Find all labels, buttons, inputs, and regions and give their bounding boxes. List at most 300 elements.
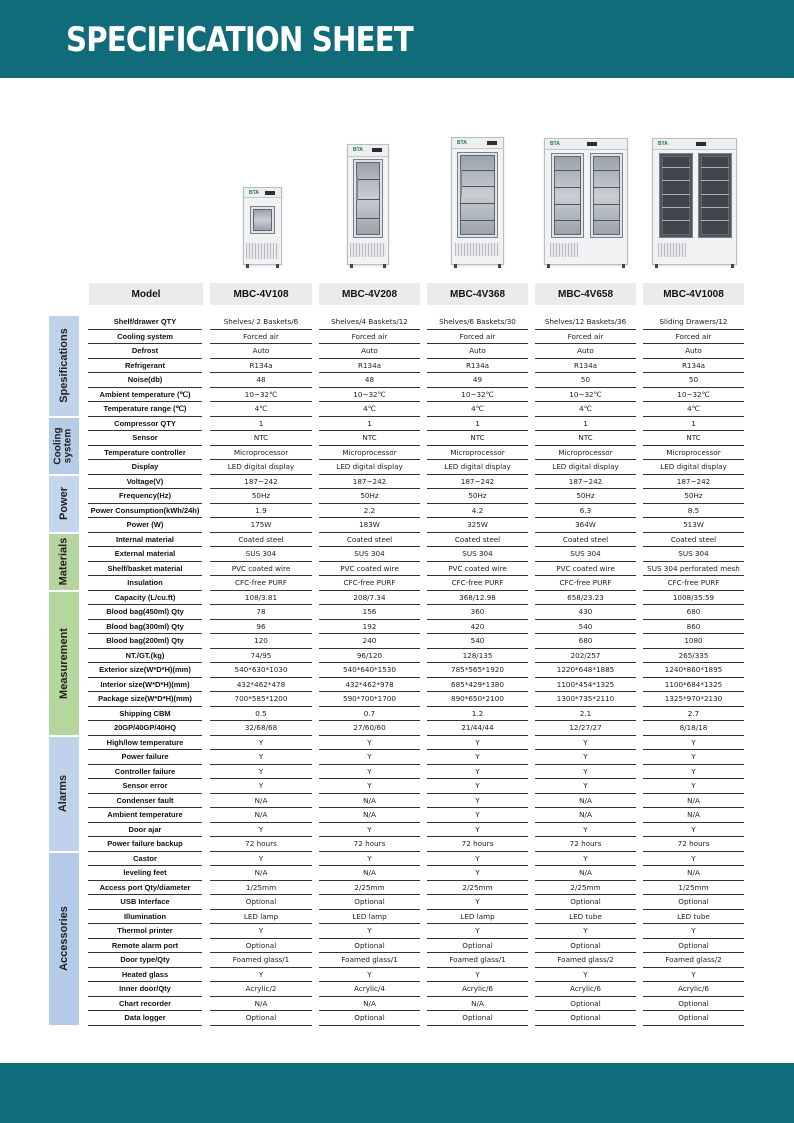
cell-value: Microprocessor — [535, 446, 636, 461]
cell-value: Y — [427, 866, 528, 881]
table-row — [88, 808, 744, 823]
cell-value: Optional — [427, 939, 528, 954]
row-label: leveling feet — [88, 866, 202, 881]
cell-value: Y — [427, 750, 528, 765]
cell-value: Foamed glass/1 — [210, 953, 312, 968]
cell-value: Y — [427, 968, 528, 983]
cell-value: Y — [535, 823, 636, 838]
row-label: External material — [88, 547, 202, 562]
cell-value: Y — [210, 852, 312, 867]
section-label-text: Power — [57, 486, 70, 521]
table-row — [88, 518, 744, 533]
cell-value: 680 — [643, 605, 744, 620]
row-label: Shelf/basket material — [88, 562, 202, 577]
table-row — [88, 692, 744, 707]
table-row — [88, 678, 744, 693]
cell-value: Optional — [319, 939, 420, 954]
cell-value: 6.3 — [535, 504, 636, 519]
cell-value: Y — [210, 823, 312, 838]
cell-value: 658/23.23 — [535, 591, 636, 606]
cell-value: 1.9 — [210, 504, 312, 519]
row-label: Sensor — [88, 431, 202, 446]
cell-value: Auto — [427, 344, 528, 359]
cell-value: 50 — [643, 373, 744, 388]
cell-value: Acrylic/4 — [319, 982, 420, 997]
cell-value: Acrylic/6 — [643, 982, 744, 997]
cell-value: Acrylic/6 — [535, 982, 636, 997]
cell-value: Foamed glass/1 — [319, 953, 420, 968]
cell-value: Auto — [643, 344, 744, 359]
cell-value: N/A — [319, 866, 420, 881]
table-row — [88, 982, 744, 997]
table-row — [88, 460, 744, 475]
cell-value: Optional — [535, 1011, 636, 1026]
row-label: Interior size(W*D*H)(mm) — [88, 678, 202, 693]
cell-value: 2.7 — [643, 707, 744, 722]
section-label-text: Measurement — [57, 627, 70, 699]
cell-value: CFC-free PURF — [319, 576, 420, 591]
cell-value: Y — [319, 852, 420, 867]
cell-value: Y — [643, 736, 744, 751]
row-label: Voltage(V) — [88, 475, 202, 490]
cell-value: N/A — [535, 866, 636, 881]
cell-value: Y — [319, 779, 420, 794]
row-label: Blood bag(200ml) Qty — [88, 634, 202, 649]
cell-value: Y — [319, 750, 420, 765]
product-image-mbc-4v368: BTA — [451, 137, 504, 265]
cell-value: Optional — [210, 939, 312, 954]
table-row — [88, 924, 744, 939]
table-row — [88, 344, 744, 359]
cell-value: NTC — [210, 431, 312, 446]
cell-value: LED tube — [643, 910, 744, 925]
cell-value: N/A — [319, 997, 420, 1012]
row-label: Blood bag(300ml) Qty — [88, 620, 202, 635]
cell-value: 240 — [319, 634, 420, 649]
model-header-mbc-4v368: MBC-4V368 — [427, 283, 528, 305]
cell-value: 96/120 — [319, 649, 420, 664]
cell-value: Y — [319, 968, 420, 983]
cell-value: 364W — [535, 518, 636, 533]
table-row — [88, 837, 744, 852]
cell-value: Y — [643, 852, 744, 867]
cell-value: SUS 304 — [643, 547, 744, 562]
cell-value: 360 — [427, 605, 528, 620]
cell-value: Optional — [535, 939, 636, 954]
cell-value: 1.2 — [427, 707, 528, 722]
cell-value: 890*650*2100 — [427, 692, 528, 707]
cell-value: Y — [427, 794, 528, 809]
cell-value: 1/25mm — [210, 881, 312, 896]
row-label: Cooling system — [88, 330, 202, 345]
cell-value: 187~242 — [319, 475, 420, 490]
cell-value: 8/18/18 — [643, 721, 744, 736]
cell-value: SUS 304 perforated mesh — [643, 562, 744, 577]
section-label — [49, 315, 79, 417]
cell-value: Y — [427, 924, 528, 939]
cell-value: 4℃ — [210, 402, 312, 417]
cell-value: 4℃ — [643, 402, 744, 417]
cell-value: Y — [427, 808, 528, 823]
cell-value: 432*462*978 — [319, 678, 420, 693]
page-title: SPECIFICATION SHEET — [66, 20, 413, 60]
row-label: Data logger — [88, 1011, 202, 1026]
cell-value: Shelves/4 Baskets/12 — [319, 315, 420, 330]
row-label: Package size(W*D*H)(mm) — [88, 692, 202, 707]
section-label — [49, 736, 79, 852]
cell-value: CFC-free PURF — [210, 576, 312, 591]
cell-value: 21/44/44 — [427, 721, 528, 736]
row-label: Ambient temperature — [88, 808, 202, 823]
cell-value: 48 — [210, 373, 312, 388]
cell-value: Y — [643, 750, 744, 765]
cell-value: Y — [210, 924, 312, 939]
cell-value: PVC coated wire — [210, 562, 312, 577]
cell-value: 1 — [643, 417, 744, 432]
cell-value: Foamed glass/2 — [643, 953, 744, 968]
cell-value: Optional — [319, 895, 420, 910]
cell-value: Y — [210, 765, 312, 780]
section-label-text: Cooling system — [53, 426, 74, 465]
row-label: Ambient temperature (℃) — [88, 388, 202, 403]
cell-value: NTC — [535, 431, 636, 446]
cell-value: Y — [535, 779, 636, 794]
cell-value: 1300*735*2110 — [535, 692, 636, 707]
cell-value: Coated steel — [643, 533, 744, 548]
row-label: Inner door/Qty — [88, 982, 202, 997]
row-label: Capacity (L/cu.ft) — [88, 591, 202, 606]
cell-value: SUS 304 — [210, 547, 312, 562]
table-row — [88, 750, 744, 765]
cell-value: Acrylic/2 — [210, 982, 312, 997]
table-row — [88, 707, 744, 722]
table-row — [88, 417, 744, 432]
cell-value: NTC — [643, 431, 744, 446]
cell-value: 192 — [319, 620, 420, 635]
cell-value: Y — [319, 823, 420, 838]
cell-value: Y — [535, 750, 636, 765]
section-label — [49, 533, 79, 591]
cell-value: CFC-free PURF — [643, 576, 744, 591]
cell-value: Forced air — [210, 330, 312, 345]
row-label: Power Consumption(kWh/24h) — [88, 504, 202, 519]
cell-value: 202/257 — [535, 649, 636, 664]
cell-value: LED digital display — [319, 460, 420, 475]
table-row — [88, 997, 744, 1012]
cell-value: Acrylic/6 — [427, 982, 528, 997]
cell-value: 48 — [319, 373, 420, 388]
cell-value: 50Hz — [643, 489, 744, 504]
cell-value: 513W — [643, 518, 744, 533]
row-label: Door ajar — [88, 823, 202, 838]
cell-value: 0.7 — [319, 707, 420, 722]
row-label: Display — [88, 460, 202, 475]
table-row — [88, 576, 744, 591]
table-row — [88, 765, 744, 780]
cell-value: Auto — [210, 344, 312, 359]
cell-value: Y — [535, 736, 636, 751]
cell-value: 685*429*1380 — [427, 678, 528, 693]
cell-value: 187~242 — [427, 475, 528, 490]
row-label: Blood bag(450ml) Qty — [88, 605, 202, 620]
cell-value: 10~32℃ — [427, 388, 528, 403]
cell-value: 208/7.34 — [319, 591, 420, 606]
cell-value: Y — [643, 823, 744, 838]
cell-value: N/A — [210, 794, 312, 809]
row-label: Temperature controller — [88, 446, 202, 461]
model-header-label: Model — [89, 283, 203, 305]
cell-value: 540 — [427, 634, 528, 649]
cell-value: Coated steel — [319, 533, 420, 548]
cell-value: 50Hz — [427, 489, 528, 504]
cell-value: Y — [535, 852, 636, 867]
row-label: Illumination — [88, 910, 202, 925]
cell-value: 1220*648*1885 — [535, 663, 636, 678]
table-row — [88, 721, 744, 736]
row-label: Power (W) — [88, 518, 202, 533]
cell-value: Y — [210, 750, 312, 765]
cell-value: 72 hours — [210, 837, 312, 852]
cell-value: N/A — [210, 808, 312, 823]
cell-value: 10~32℃ — [535, 388, 636, 403]
row-label: Door type/Qty — [88, 953, 202, 968]
cell-value: Microprocessor — [319, 446, 420, 461]
model-header-mbc-4v1008: MBC-4V1008 — [643, 283, 744, 305]
cell-value: Forced air — [427, 330, 528, 345]
cell-value: CFC-free PURF — [535, 576, 636, 591]
footer-bar — [0, 1063, 794, 1123]
table-row — [88, 895, 744, 910]
cell-value: 50Hz — [319, 489, 420, 504]
cell-value: Microprocessor — [210, 446, 312, 461]
cell-value: Shelves/6 Baskets/30 — [427, 315, 528, 330]
cell-value: Y — [319, 765, 420, 780]
cell-value: Y — [210, 968, 312, 983]
cell-value: 10~32℃ — [643, 388, 744, 403]
row-label: Power failure backup — [88, 837, 202, 852]
cell-value: Microprocessor — [427, 446, 528, 461]
cell-value: 4℃ — [427, 402, 528, 417]
table-row — [88, 547, 744, 562]
cell-value: 50 — [535, 373, 636, 388]
row-label: Heated glass — [88, 968, 202, 983]
row-label: Remote alarm port — [88, 939, 202, 954]
row-label: Noise(db) — [88, 373, 202, 388]
table-row — [88, 373, 744, 388]
product-image-mbc-4v658: BTA — [544, 138, 628, 265]
cell-value: NTC — [427, 431, 528, 446]
row-label: NT./GT.(kg) — [88, 649, 202, 664]
row-label: Defrost — [88, 344, 202, 359]
table-row — [88, 591, 744, 606]
cell-value: 1 — [427, 417, 528, 432]
cell-value: 50Hz — [210, 489, 312, 504]
cell-value: Coated steel — [535, 533, 636, 548]
cell-value: Y — [427, 765, 528, 780]
cell-value: 96 — [210, 620, 312, 635]
model-header-mbc-4v108: MBC-4V108 — [210, 283, 312, 305]
cell-value: 1100*454*1325 — [535, 678, 636, 693]
cell-value: Sliding Drawers/12 — [643, 315, 744, 330]
table-row — [88, 504, 744, 519]
table-row — [88, 446, 744, 461]
cell-value: 4℃ — [319, 402, 420, 417]
row-label: Shipping CBM — [88, 707, 202, 722]
cell-value: 108/3.81 — [210, 591, 312, 606]
cell-value: 2.1 — [535, 707, 636, 722]
cell-value: Optional — [535, 895, 636, 910]
cell-value: 540 — [535, 620, 636, 635]
cell-value: 0.5 — [210, 707, 312, 722]
table-row — [88, 910, 744, 925]
row-label: Sensor error — [88, 779, 202, 794]
cell-value: SUS 304 — [319, 547, 420, 562]
table-row — [88, 605, 744, 620]
cell-value: LED tube — [535, 910, 636, 925]
cell-value: 74/95 — [210, 649, 312, 664]
product-image-mbc-4v108: BTA — [243, 187, 282, 265]
model-header-mbc-4v658: MBC-4V658 — [535, 283, 636, 305]
cell-value: Y — [643, 779, 744, 794]
cell-value: Y — [535, 924, 636, 939]
row-label: Compressor QTY — [88, 417, 202, 432]
section-label-text: Alarms — [57, 774, 70, 813]
row-label: Shelf/drawer QTY — [88, 315, 202, 330]
row-label: Refrigerant — [88, 359, 202, 374]
cell-value: 1 — [319, 417, 420, 432]
cell-value: Foamed glass/2 — [535, 953, 636, 968]
table-row — [88, 388, 744, 403]
table-row — [88, 953, 744, 968]
table-row — [88, 475, 744, 490]
section-label — [49, 475, 79, 533]
cell-value: Optional — [210, 895, 312, 910]
cell-value: 187~242 — [210, 475, 312, 490]
cell-value: 128/135 — [427, 649, 528, 664]
cell-value: 49 — [427, 373, 528, 388]
cell-value: SUS 304 — [535, 547, 636, 562]
cell-value: 120 — [210, 634, 312, 649]
cell-value: 420 — [427, 620, 528, 635]
row-label: Frequency(Hz) — [88, 489, 202, 504]
cell-value: 50Hz — [535, 489, 636, 504]
cell-value: 700*585*1200 — [210, 692, 312, 707]
cell-value: 187~242 — [535, 475, 636, 490]
table-row — [88, 620, 744, 635]
cell-value: Y — [427, 779, 528, 794]
cell-value: N/A — [427, 997, 528, 1012]
cell-value: 187~242 — [643, 475, 744, 490]
cell-value: LED digital display — [643, 460, 744, 475]
header-bar — [0, 0, 794, 78]
section-label-text: Materials — [57, 537, 70, 586]
cell-value: N/A — [535, 808, 636, 823]
cell-value: R134a — [319, 359, 420, 374]
cell-value: 430 — [535, 605, 636, 620]
cell-value: Y — [427, 823, 528, 838]
cell-value: Shelves/12 Baskets/36 — [535, 315, 636, 330]
cell-value: R134a — [643, 359, 744, 374]
section-label — [49, 591, 79, 736]
cell-value: Y — [535, 968, 636, 983]
section-label — [49, 417, 79, 475]
cell-value: 2/25mm — [427, 881, 528, 896]
cell-value: 72 hours — [319, 837, 420, 852]
model-header-mbc-4v208: MBC-4V208 — [319, 283, 420, 305]
cell-value: 325W — [427, 518, 528, 533]
cell-value: Coated steel — [210, 533, 312, 548]
product-image-mbc-4v208: BTA — [347, 144, 389, 265]
cell-value: N/A — [319, 794, 420, 809]
cell-value: PVC coated wire — [427, 562, 528, 577]
table-row — [88, 866, 744, 881]
row-label: Exterior size(W*D*H)(mm) — [88, 663, 202, 678]
cell-value: 12/27/27 — [535, 721, 636, 736]
cell-value: 785*565*1920 — [427, 663, 528, 678]
row-label: Controller failure — [88, 765, 202, 780]
table-row — [88, 562, 744, 577]
cell-value: Forced air — [535, 330, 636, 345]
cell-value: 175W — [210, 518, 312, 533]
cell-value: Y — [427, 852, 528, 867]
row-label: Chart recorder — [88, 997, 202, 1012]
cell-value: R134a — [427, 359, 528, 374]
cell-value: LED digital display — [427, 460, 528, 475]
cell-value: 540*640*1530 — [319, 663, 420, 678]
cell-value: Y — [427, 895, 528, 910]
cell-value: N/A — [535, 794, 636, 809]
cell-value: 10~32℃ — [210, 388, 312, 403]
cell-value: LED digital display — [210, 460, 312, 475]
cell-value: N/A — [210, 866, 312, 881]
cell-value: 265/335 — [643, 649, 744, 664]
cell-value: 156 — [319, 605, 420, 620]
cell-value: 72 hours — [535, 837, 636, 852]
cell-value: 2/25mm — [535, 881, 636, 896]
table-row — [88, 533, 744, 548]
cell-value: Forced air — [319, 330, 420, 345]
row-label: Power failure — [88, 750, 202, 765]
cell-value: N/A — [210, 997, 312, 1012]
cell-value: NTC — [319, 431, 420, 446]
section-label-text: Spesifications — [57, 328, 70, 404]
cell-value: 1 — [210, 417, 312, 432]
table-row — [88, 794, 744, 809]
table-row — [88, 939, 744, 954]
cell-value: 432*462*478 — [210, 678, 312, 693]
table-row — [88, 330, 744, 345]
cell-value: Optional — [643, 997, 744, 1012]
row-label: 20GP/40GP/40HQ — [88, 721, 202, 736]
cell-value: Y — [643, 968, 744, 983]
cell-value: Foamed glass/1 — [427, 953, 528, 968]
cell-value: 2/25mm — [319, 881, 420, 896]
cell-value: Auto — [319, 344, 420, 359]
cell-value: LED digital display — [535, 460, 636, 475]
cell-value: 1080 — [643, 634, 744, 649]
cell-value: Coated steel — [427, 533, 528, 548]
cell-value: 4.2 — [427, 504, 528, 519]
cell-value: 680 — [535, 634, 636, 649]
cell-value: 72 hours — [643, 837, 744, 852]
cell-value: 1100*684*1325 — [643, 678, 744, 693]
cell-value: 4℃ — [535, 402, 636, 417]
cell-value: 1240*860*1895 — [643, 663, 744, 678]
table-row — [88, 431, 744, 446]
cell-value: N/A — [643, 866, 744, 881]
table-row — [88, 649, 744, 664]
table-row — [88, 634, 744, 649]
